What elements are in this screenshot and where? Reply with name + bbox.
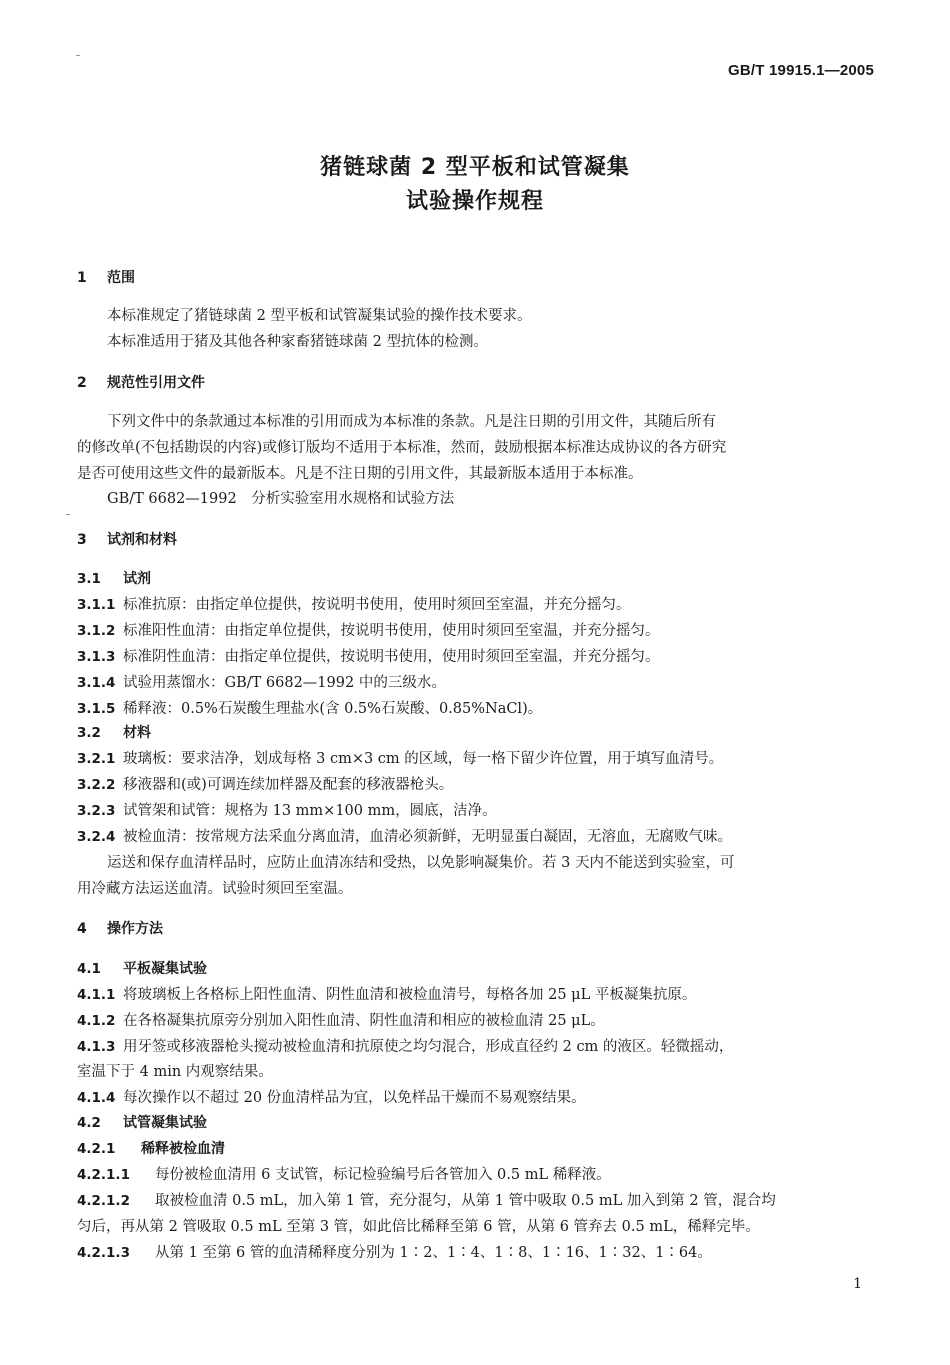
clause-number: 4.1.2 (77, 1013, 116, 1029)
subsection-heading-4-2-1 (77, 1136, 873, 1162)
standard-code: GB/T 19915.1—2005 (728, 62, 874, 79)
clause-4-2-1-3 (77, 1240, 873, 1266)
section-heading-2 (77, 370, 873, 396)
clause-3-2-1 (77, 746, 873, 772)
clause-text: 每份被检血清用 6 支试管，标记检验编号后各管加入 0.5 mL 稀释液。 (155, 1167, 611, 1183)
scan-speck (76, 55, 80, 56)
clause-4-2-1-1 (77, 1162, 873, 1188)
clause-title: 试管凝集试验 (123, 1115, 207, 1131)
section-heading-3 (77, 527, 873, 553)
clause-3-1-4 (77, 670, 873, 696)
clause-3-1-3 (77, 644, 873, 670)
clause-number: 4.1.4 (77, 1090, 116, 1106)
clause-4-1-4 (77, 1085, 873, 1111)
paragraph-line: 是否可使用这些文件的最新版本。凡是不注日期的引用文件，其最新版本适用于本标准。 (77, 466, 643, 482)
clause-number: 3.1.4 (77, 675, 116, 691)
clause-number: 3.2.1 (77, 751, 116, 767)
clause-text: 从第 1 至第 6 管的血清稀释度分别为 1∶2、1∶4、1∶8、1∶16、1∶32、1∶64。 (155, 1245, 712, 1261)
clause-number: 3.1.5 (77, 701, 116, 717)
section-title: 规范性引用文件 (107, 375, 205, 391)
clause-text: 被检血清：按常规方法采血分离血清，血清必须新鲜，无明显蛋白凝固，无溶血，无腐败气味。 (123, 829, 732, 845)
clause-4-1-2 (77, 1008, 873, 1034)
clause-text: 取被检血清 0.5 mL，加入第 1 管，充分混匀，从第 1 管中吸取 0.5 mL 加入到第 2 管，混合均 (155, 1193, 776, 1209)
clause-continuation: 匀后，再从第 2 管吸取 0.5 mL 至第 3 管，如此倍比稀释至第 6 管，从第 6 管弃去 0.5 mL，稀释完毕。 (77, 1219, 760, 1235)
clause-text: 用牙签或移液器枪头搅动被检血清和抗原使之均匀混合，形成直径约 2 cm 的液区。轻微摇动， (123, 1039, 734, 1055)
subsection-heading-3-1 (77, 566, 873, 592)
document-title-line2: 试验操作规程 (405, 189, 544, 214)
section-number: 2 (77, 375, 87, 391)
clause-3-2-2 (77, 772, 873, 798)
paragraph-line: 用冷藏方法运送血清。试验时须回至室温。 (77, 881, 353, 897)
clause-4-2-1-2 (77, 1188, 873, 1214)
paragraph: 本标准规定了猪链球菌 2 型平板和试管凝集试验的操作技术要求。 (107, 308, 532, 324)
section-number: 3 (77, 532, 87, 548)
clause-number: 4.2.1 (77, 1141, 116, 1157)
clause-text: 将玻璃板上各格标上阳性血清、阴性血清和被检血清号，每格各加 25 μL 平板凝集抗原。 (123, 987, 697, 1003)
clause-number: 3.1.1 (77, 597, 116, 613)
clause-number: 3.2.4 (77, 829, 116, 845)
section-heading-1 (77, 265, 873, 291)
clause-number: 4.2.1.1 (77, 1167, 130, 1183)
paragraph-line: 运送和保存血清样品时，应防止血清冻结和受热，以免影响凝集价。若 3 天内不能送到实验室，可 (107, 855, 735, 871)
clause-number: 4.1 (77, 961, 101, 977)
page-number: 1 (853, 1276, 862, 1292)
paragraph: 本标准适用于猪及其他各种家畜猪链球菌 2 型抗体的检测。 (107, 334, 488, 350)
subsection-heading-3-2 (77, 720, 873, 746)
clause-3-2-4 (77, 824, 873, 850)
clause-text: 每次操作以不超过 20 份血清样品为宜，以免样品干燥而不易观察结果。 (123, 1090, 586, 1106)
reference-entry: GB/T 6682—1992 分析实验室用水规格和试验方法 (107, 491, 455, 507)
clause-number: 3.2.3 (77, 803, 116, 819)
clause-text: 在各格凝集抗原旁分别加入阳性血清、阴性血清和相应的被检血清 25 μL。 (123, 1013, 605, 1029)
clause-text: 稀释液：0.5%石炭酸生理盐水(含 0.5%石炭酸、0.85%NaCl)。 (123, 701, 543, 717)
clause-title: 稀释被检血清 (141, 1141, 225, 1157)
clause-title: 材料 (123, 725, 151, 741)
section-number: 1 (77, 270, 87, 286)
clause-4-1-3 (77, 1034, 873, 1060)
clause-text: 玻璃板：要求洁净，划成每格 3 cm×3 cm 的区域，每一格下留少许位置，用于填写血清号。 (123, 751, 724, 767)
section-title: 范围 (107, 270, 135, 286)
clause-4-1-1 (77, 982, 873, 1008)
document-title-line1: 猪链球菌 2 型平板和试管凝集 (320, 155, 630, 180)
clause-number: 3.2.2 (77, 777, 116, 793)
clause-text: 试验用蒸馏水：GB/T 6682—1992 中的三级水。 (123, 675, 446, 691)
section-title: 操作方法 (107, 921, 163, 937)
clause-number: 4.1.3 (77, 1039, 116, 1055)
section-number: 4 (77, 921, 87, 937)
clause-text: 标准抗原：由指定单位提供，按说明书使用，使用时须回至室温，并充分摇匀。 (123, 597, 631, 613)
section-title: 试剂和材料 (107, 532, 177, 548)
clause-number: 4.1.1 (77, 987, 116, 1003)
paragraph-line: 的修改单(不包括勘误的内容)或修订版均不适用于本标准，然而，鼓励根据本标准达成协议的各方研究 (77, 440, 727, 456)
clause-number: 3.1 (77, 571, 101, 587)
clause-title: 平板凝集试验 (123, 961, 207, 977)
clause-number: 3.1.2 (77, 623, 116, 639)
clause-number: 3.2 (77, 725, 101, 741)
clause-number: 4.2.1.3 (77, 1245, 130, 1261)
clause-3-1-5 (77, 696, 873, 722)
clause-number: 3.1.3 (77, 649, 116, 665)
section-heading-4 (77, 916, 873, 942)
clause-number: 4.2 (77, 1115, 101, 1131)
clause-continuation: 室温下于 4 min 内观察结果。 (77, 1064, 273, 1080)
clause-text: 标准阳性血清：由指定单位提供，按说明书使用，使用时须回至室温，并充分摇匀。 (123, 623, 660, 639)
clause-text: 标准阴性血清：由指定单位提供，按说明书使用，使用时须回至室温，并充分摇匀。 (123, 649, 660, 665)
clause-title: 试剂 (123, 571, 151, 587)
clause-3-1-1 (77, 592, 873, 618)
clause-3-1-2 (77, 618, 873, 644)
clause-3-2-3 (77, 798, 873, 824)
subsection-heading-4-2 (77, 1110, 873, 1136)
paragraph-line: 下列文件中的条款通过本标准的引用而成为本标准的条款。凡是注日期的引用文件，其随后所有 (107, 414, 716, 430)
scan-speck (66, 514, 70, 515)
clause-number: 4.2.1.2 (77, 1193, 130, 1209)
clause-text: 试管架和试管：规格为 13 mm×100 mm，圆底，洁净。 (123, 803, 497, 819)
subsection-heading-4-1 (77, 956, 873, 982)
clause-text: 移液器和(或)可调连续加样器及配套的移液器枪头。 (123, 777, 454, 793)
